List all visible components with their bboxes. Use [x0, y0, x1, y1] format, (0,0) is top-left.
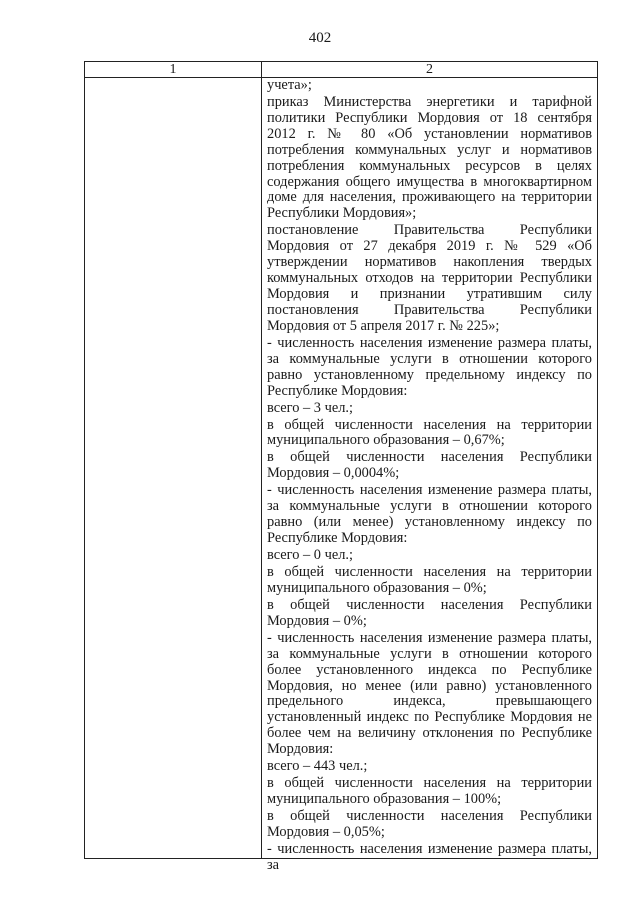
page-number: 402	[308, 30, 332, 46]
paragraph: - численность населения изменение размера платы, за коммунальные услуги в отношении которого равно установленному предельному индексу по Республике Мордовия:	[267, 334, 592, 399]
table-header-row	[85, 62, 598, 78]
column-header-1: 1	[85, 62, 262, 78]
column-2-content	[262, 77, 597, 873]
paragraph: - численность населения изменение размера платы, за	[267, 841, 592, 873]
paragraph: - численность населения изменение размера платы, за коммунальные услуги в отношении которого равно (или менее) установленному индексу по Республике Мордовия:	[267, 482, 592, 547]
paragraph: всего – 0 чел.;	[267, 547, 353, 564]
paragraph: в общей численности населения Республики Мордовия – 0%;	[267, 596, 592, 629]
paragraph: постановление Правительства Республики Мордовия от 27 декабря 2019 г. № 529 «Об утверждении нормативов накопления твердых коммунальных отходов на территории Республики Мордовия и признании утратившим силу постановления Правительства Республики Мордовия от 5 апреля 2017 г. № 225»;	[267, 222, 592, 334]
paragraph: приказ Министерства энергетики и тарифной политики Республики Мордовия от 18 сентября 2012 г. № 80 «Об установлении нормативов потребления коммунальных услуг и нормативов потребления коммунальных ресурсов в целях содержания общего имущества в многоквартирном доме для населения, проживающего на территории Республики Мордовия»;	[267, 94, 592, 222]
paragraph: в общей численности населения на территории муниципального образования – 0,67%;	[267, 416, 592, 449]
paragraph: всего – 3 чел.;	[267, 399, 353, 416]
column-1-cell	[85, 78, 262, 859]
paragraph: - численность населения изменение размера платы, за коммунальные услуги в отношении которого более установленного индекса по Республике Мордовия, но менее (или равно) установленного предельного индекса, превышающего установленный индекс по Республике Мордовия не более чем на величину отклонения по Республике Мордовия:	[267, 629, 592, 758]
paragraph: учета»;	[267, 77, 312, 93]
document-table	[84, 61, 598, 873]
paragraph: в общей численности населения на территории муниципального образования – 100%;	[267, 775, 592, 808]
paragraph: в общей численности населения Республики Мордовия – 0,05%;	[267, 808, 592, 840]
table-body-row	[85, 78, 598, 859]
paragraph: в общей численности населения Республики Мордовия – 0,0004%;	[267, 449, 592, 482]
paragraph: в общей численности населения на территории муниципального образования – 0%;	[267, 564, 592, 596]
column-header-2: 2	[262, 62, 598, 78]
column-2-cell	[262, 77, 598, 873]
paragraph: всего – 443 чел.;	[267, 758, 368, 775]
